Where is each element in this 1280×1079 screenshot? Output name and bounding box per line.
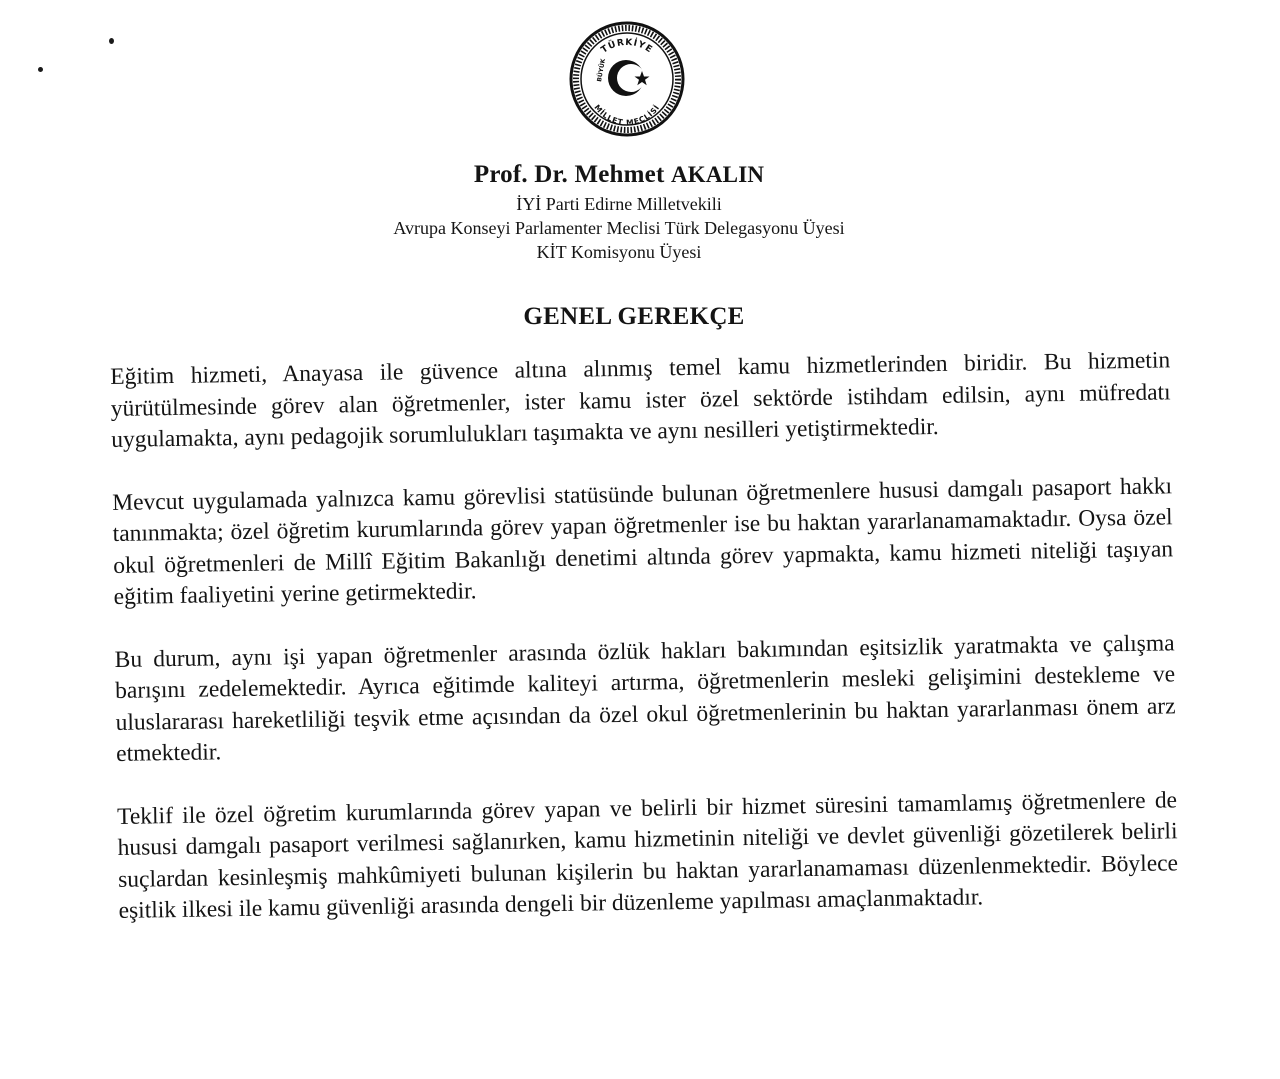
document-body xyxy=(110,345,1179,958)
author-commission-line: KİT Komisyonu Üyesi xyxy=(536,242,702,262)
body-paragraph: Eğitim hizmeti, Anayasa ile güvence altına alınmış temel kamu hizmetlerinden biridir. Bu hizmetin yürütülmesinde görev alan öğretmenler, ister kamu ister özel sektörde istihdam edilsin, aynı müfredatı uygulamakta, aynı pedagojik sorumlulukları taşımakta ve aynı nesilleri yetiştirmektedir. xyxy=(110,347,1171,453)
author-surname: AKALIN xyxy=(670,162,765,187)
author-name xyxy=(0,158,1238,192)
body-paragraph: Mevcut uygulamada yalnızca kamu görevlisi statüsünde bulunan öğretmenlere hususi damgalı pasaport hakkı tanınmakta; özel öğretim kurumlarında görev yapan öğretmenler ise bu haktan yararlanamamaktadır. Oysa özel okul öğretmenleri de Millî Eğitim Bakanlığı denetimi altında görev yapmakta, kamu hizmeti niteliği taşıyan eğitim faaliyetini yerine getirmektedir. xyxy=(112,472,1174,610)
parliament-seal-logo xyxy=(568,20,686,138)
document-title: GENEL GEREKÇE xyxy=(523,303,745,330)
scan-speck xyxy=(38,67,43,72)
seal-middle-text: BÜYÜK xyxy=(596,58,608,83)
seal-bottom-text: MİLLET MECLİSİ xyxy=(592,102,662,128)
author-header xyxy=(0,158,1238,264)
author-party-line: İYİ Parti Edirne Milletvekili xyxy=(516,194,722,214)
body-paragraph: Teklif ile özel öğretim kurumlarında görev yapan ve belirli bir hizmet süresini tamamlamış öğretmenlere de hususi damgalı pasaport verilmesi sağlanırken, kamu hizmetinin niteliği ve devlet güvenliği gözetilerek belirli suçlardan kesinleşmiş mahkûmiyeti bulunan kişilerin bu haktan yararlanamaması düzenlenmektedir. Böylece eşitlik ilkesi ile kamu güvenliği arasında dengeli bir düzenleme yapılması amaçlanmaktadır. xyxy=(116,786,1179,924)
seal-top-text: TÜRKİYE xyxy=(599,37,655,56)
author-name-prefix: Prof. Dr. Mehmet xyxy=(473,161,671,188)
scan-speck xyxy=(109,38,114,44)
author-delegation-line: Avrupa Konseyi Parlamenter Meclisi Türk Delegasyonu Üyesi xyxy=(393,218,845,238)
body-paragraph: Bu durum, aynı işi yapan öğretmenler arasında özlük hakları bakımından eşitsizlik yaratmakta ve çalışma barışını zedelemektedir. Ayrıca eğitimde kaliteyi artırma, öğretmenlerin mesleki gelişimini destekleme ve uluslararası hareketliliği teşvik etme açısından da özel okul öğretmenlerinin bu haktan yararlanması önem arz etmektedir. xyxy=(114,629,1176,767)
